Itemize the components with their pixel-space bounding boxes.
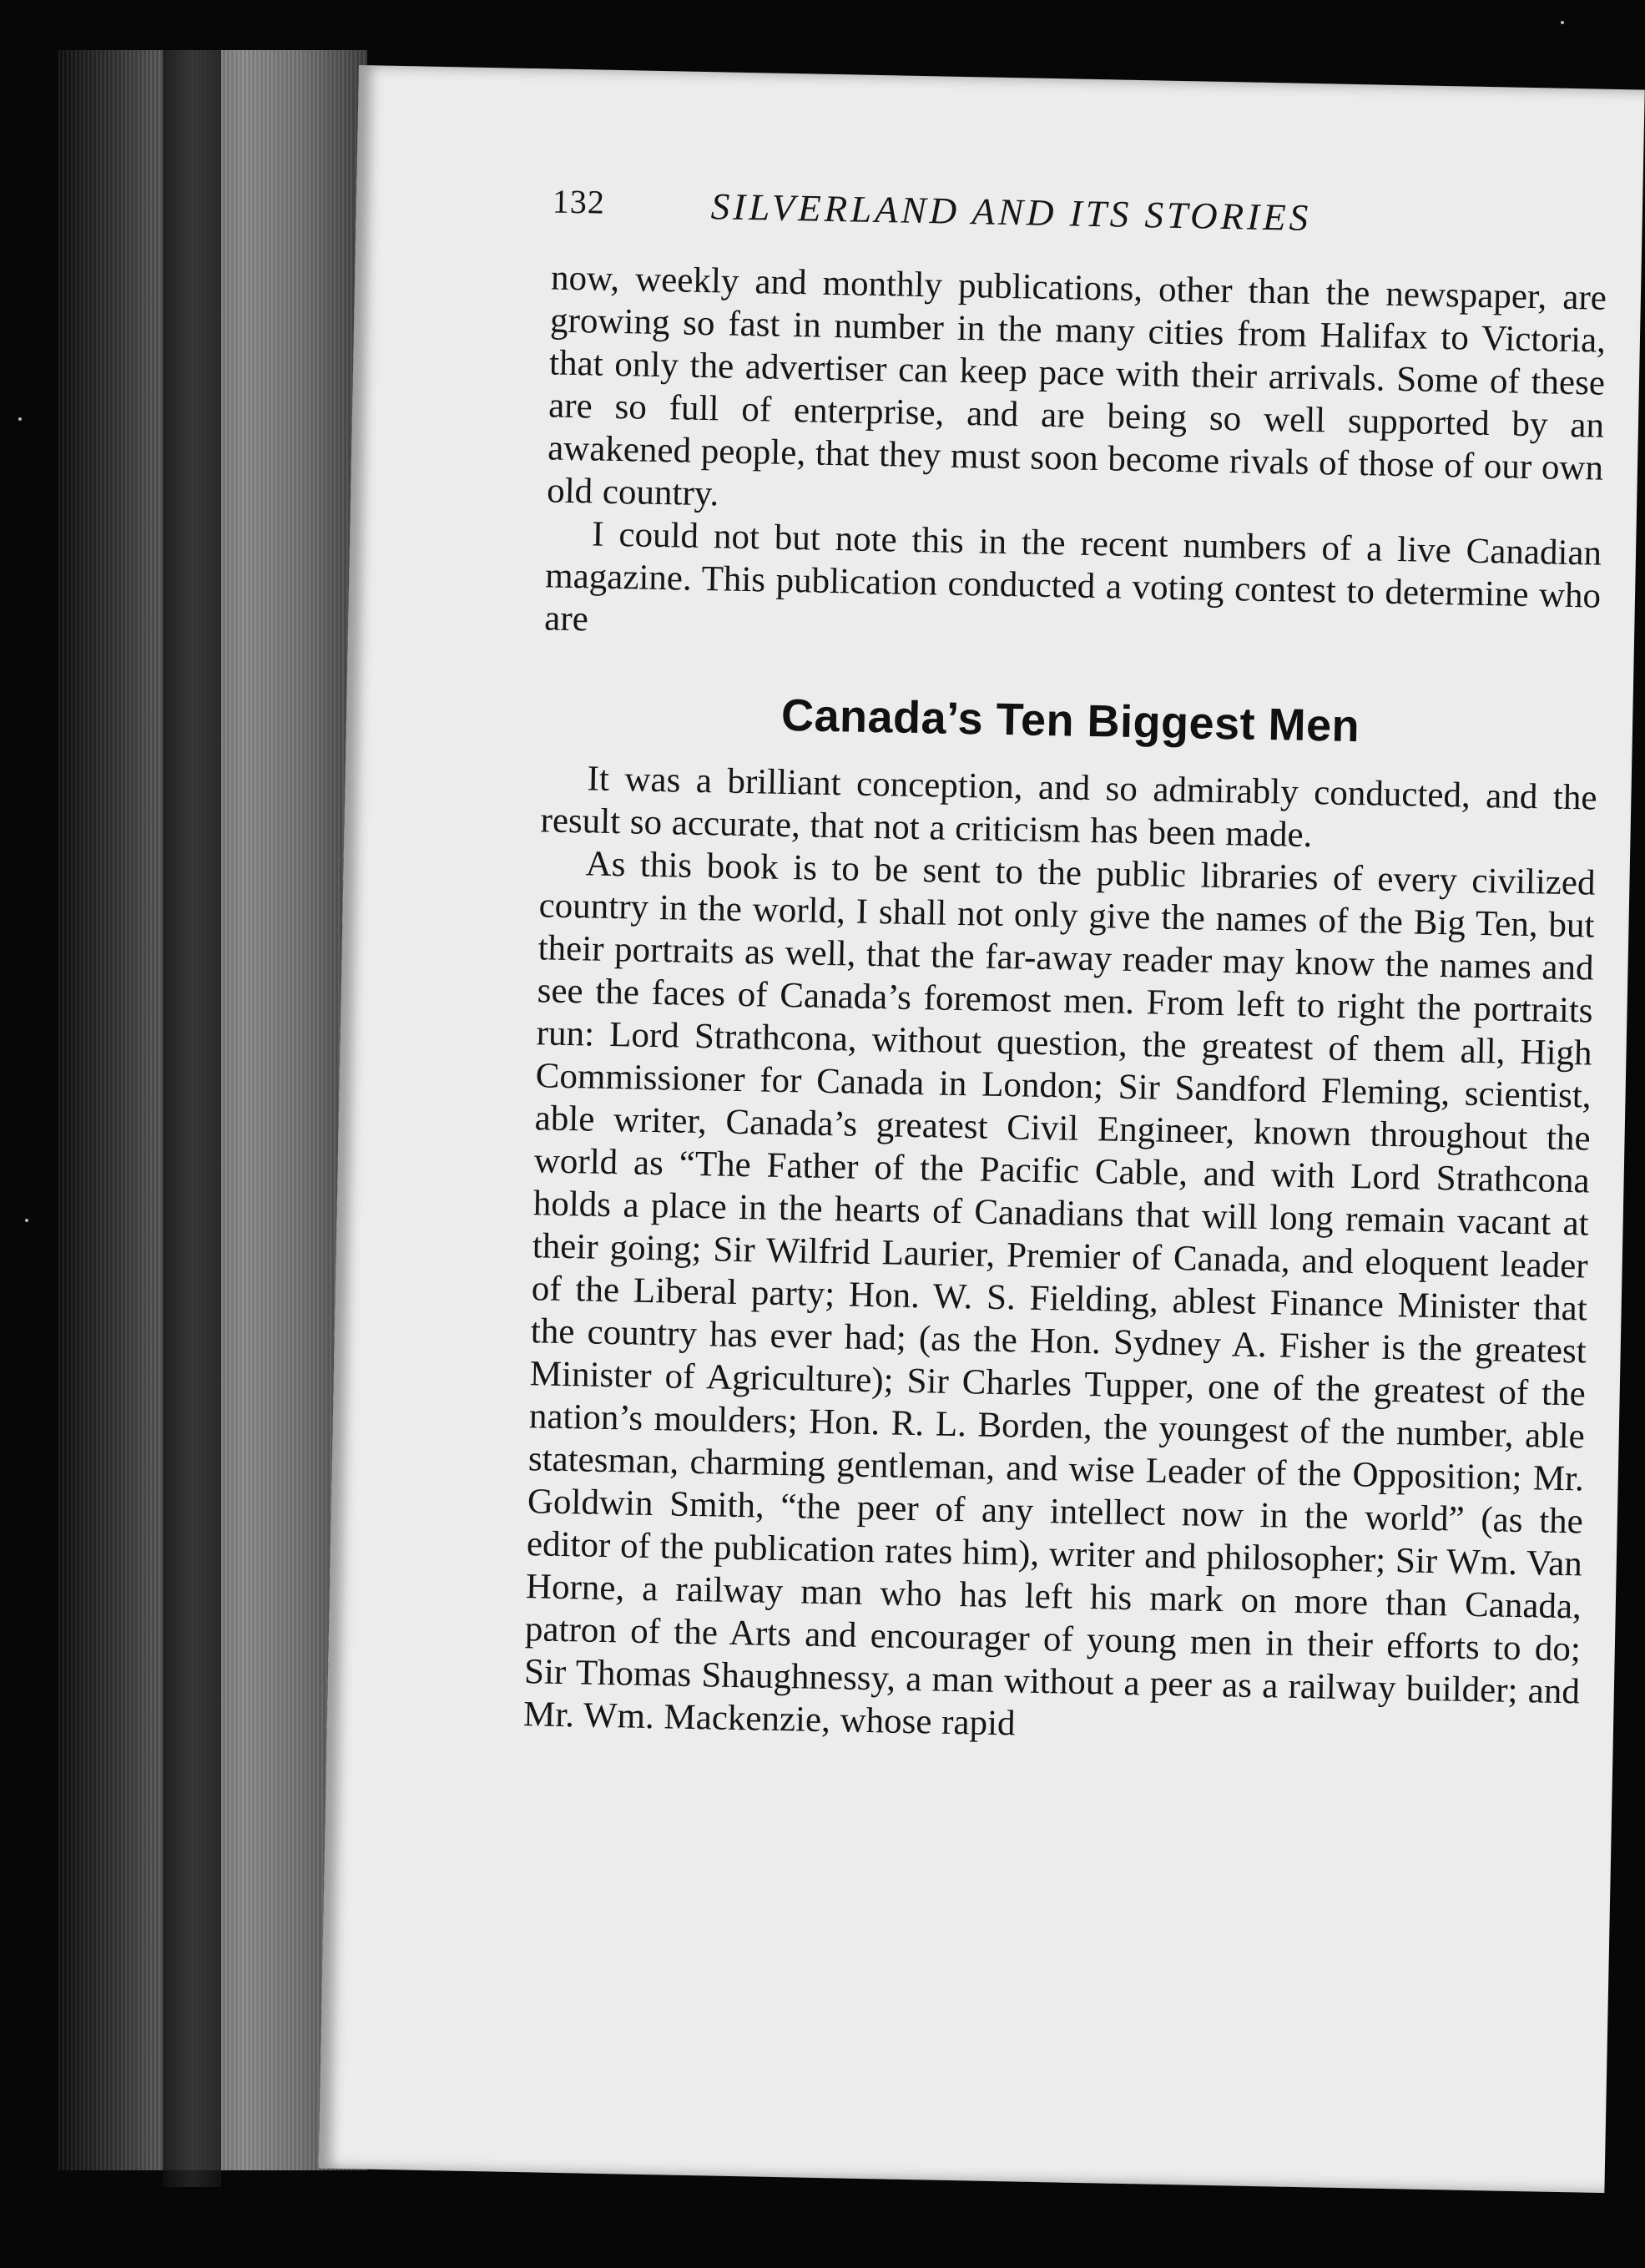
page-number: 132	[552, 182, 606, 221]
running-title: SILVERLAND AND ITS STORIES	[710, 185, 1312, 239]
dust-speck	[1561, 21, 1564, 24]
paragraph-2: I could not but note this in the recent numbers of a live Canadian magazine. This publication conducted a voting contest to determine who are	[543, 514, 1602, 639]
dust-speck	[25, 1219, 28, 1222]
paragraph-3: It was a brilliant conception, and so admirably conducted, and the result so accurate, that not a criticism has been made.	[540, 759, 1597, 856]
paragraph-1: now, weekly and monthly publications, other than the newspaper, are growing so fast in number in the many cities from Halifax to Victoria, that only the advertiser can keep pace with their arrivals. Some of these are so full of enterprise, and are being so well supported by an awakened people, that they must soon become rivals of those of our own old country.	[546, 258, 1607, 514]
running-head	[552, 181, 1608, 260]
dust-speck	[18, 417, 22, 421]
paragraph-4: As this book is to be sent to the public libraries of every civilized country in the world, I shall not only give the names of the Big Ten, but their portraits as well, that the far-away reader may know the names and see the faces of Canada’s foremost men. From left to right the portraits run: Lord Strathcona, without question, the greatest of them all, High Commissioner for Canada in London; Sir Sandford Fleming, scientist, able writer, Canada’s greatest Civil Engineer, known throughout the world as “The Father of the Pacific Cable, and with Lord Strathcona holds a place in the hearts of Canadians that will long remain vacant at their going; Sir Wilfrid Laurier, Premier of Canada, and eloquent leader of the Liberal party; Hon. W. S. Fielding, ablest Finance Minister that the country has ever had; (as the Hon. Sydney A. Fisher is the greatest Minister of Agriculture); Sir Charles Tupper, one of the greatest of the nation’s moulders; Hon. R. L. Borden, the youngest of the number, able statesman, charming gentleman, and wise Leader of the Opposition; Mr. Goldwin Smith, “the peer of any intellect now in the world” (as the editor of the publication rates him), writer and philosopher; Sir Wm. Van Horne, a railway man who has left his mark on more than Canada, patron of the Arts and encourager of young men in their efforts to do; Sir Thomas Shaughnessy, a man without a peer as a railway builder; and Mr. Wm. Mackenzie, whose rapid	[522, 844, 1596, 1744]
page	[319, 65, 1645, 2193]
section-heading: Canada’s Ten Biggest Men	[780, 689, 1360, 752]
page-text-block	[523, 181, 1609, 1755]
book-gutter-shadow	[163, 50, 221, 2187]
